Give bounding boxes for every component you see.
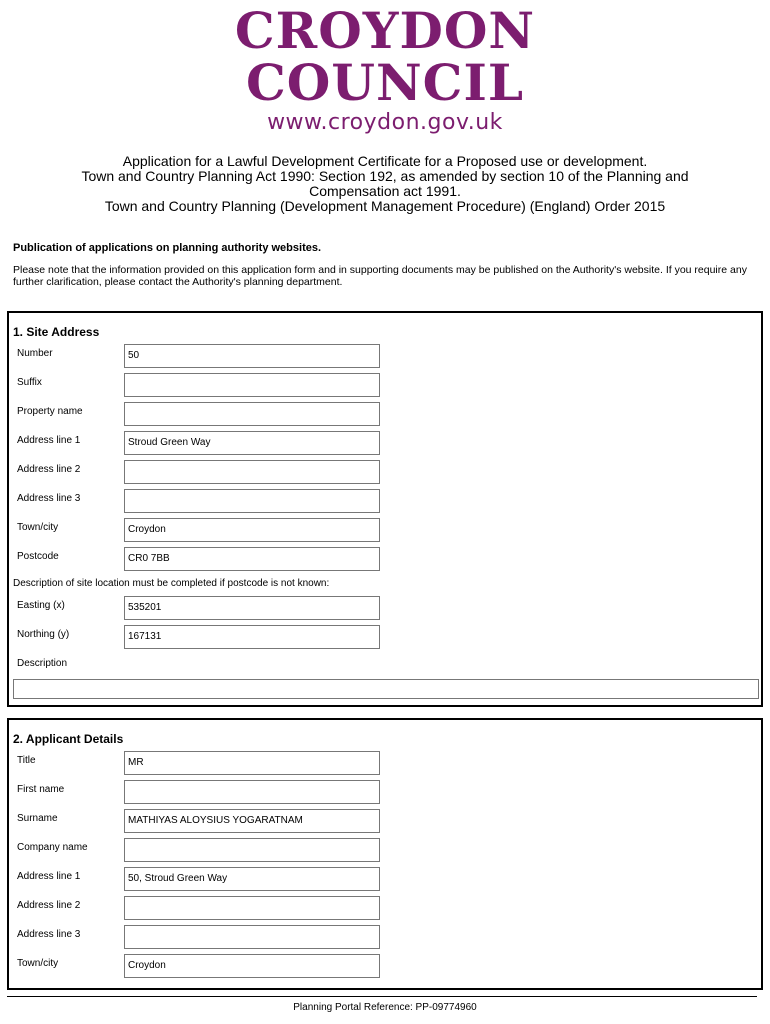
- applicant-town-field[interactable]: Croydon: [124, 954, 380, 978]
- applicant-first-name-field[interactable]: [124, 780, 380, 804]
- site-suffix-field[interactable]: [124, 373, 380, 397]
- field-label: Company name: [17, 842, 88, 853]
- site-property-name-field[interactable]: [124, 402, 380, 426]
- planning-portal-reference: Planning Portal Reference: PP-09774960: [293, 1002, 477, 1013]
- applicant-address-line-2-field[interactable]: [124, 896, 380, 920]
- logo-line-2: COUNCIL: [246, 53, 524, 112]
- croydon-council-logo: [0, 1, 770, 135]
- field-label: Address line 1: [17, 435, 81, 446]
- field-label: Northing (y): [17, 629, 70, 640]
- field-label: Address line 2: [17, 900, 81, 911]
- description-field[interactable]: [13, 679, 759, 699]
- field-label: Easting (x): [17, 600, 65, 611]
- title-line-3: Compensation act 1991.: [309, 183, 461, 199]
- footer-divider: [7, 996, 757, 997]
- section-title: 1. Site Address: [13, 325, 100, 339]
- applicant-surname-field[interactable]: MATHIYAS ALOYSIUS YOGARATNAM: [124, 809, 380, 833]
- field-label: Address line 3: [17, 493, 81, 504]
- field-label: Address line 2: [17, 464, 81, 475]
- field-label: Suffix: [17, 377, 42, 388]
- field-label: Surname: [17, 813, 58, 824]
- logo-url: www.croydon.gov.uk: [267, 110, 503, 135]
- field-label: Address line 1: [17, 871, 81, 882]
- applicant-company-field[interactable]: [124, 838, 380, 862]
- field-label: Number: [17, 348, 53, 359]
- site-postcode-field[interactable]: CR0 7BB: [124, 547, 380, 571]
- field-label: Property name: [17, 406, 83, 417]
- site-town-field[interactable]: Croydon: [124, 518, 380, 542]
- northing-field[interactable]: 167131: [124, 625, 380, 649]
- field-label: First name: [17, 784, 65, 795]
- field-label: Town/city: [17, 522, 59, 533]
- site-address-line-1-field[interactable]: Stroud Green Way: [124, 431, 380, 455]
- form-title: [20, 154, 750, 214]
- applicant-title-field[interactable]: MR: [124, 751, 380, 775]
- applicant-address-line-1-field[interactable]: 50, Stroud Green Way: [124, 867, 380, 891]
- easting-field[interactable]: 535201: [124, 596, 380, 620]
- applicant-details-section: [7, 718, 763, 990]
- field-label: Address line 3: [17, 929, 81, 940]
- location-note: Description of site location must be completed if postcode is not known:: [13, 578, 330, 589]
- publication-heading: Publication of applications on planning authority websites.: [13, 242, 322, 254]
- field-label: Description: [17, 658, 68, 669]
- field-label: Title: [17, 755, 36, 766]
- site-address-line-2-field[interactable]: [124, 460, 380, 484]
- field-label: Postcode: [17, 551, 59, 562]
- logo-line-1: CROYDON: [234, 1, 536, 60]
- site-number-field[interactable]: 50: [124, 344, 380, 368]
- site-address-section: [7, 311, 763, 707]
- field-label: Town/city: [17, 958, 59, 969]
- publication-note: Please note that the information provided on this application form and in supporting documents may be published on the Authority's website. If you require any further clarification, please contact the Authority's planning department.: [13, 264, 747, 288]
- title-line-4: Town and Country Planning (Development Management Procedure) (England) Order 2015: [104, 198, 666, 214]
- title-line-1: Application for a Lawful Development Certificate for a Proposed use or development.: [122, 153, 648, 169]
- applicant-address-line-3-field[interactable]: [124, 925, 380, 949]
- site-address-line-3-field[interactable]: [124, 489, 380, 513]
- title-line-2: Town and Country Planning Act 1990: Section 192, as amended by section 10 of the Planning and: [81, 168, 689, 184]
- section-title: 2. Applicant Details: [13, 732, 124, 746]
